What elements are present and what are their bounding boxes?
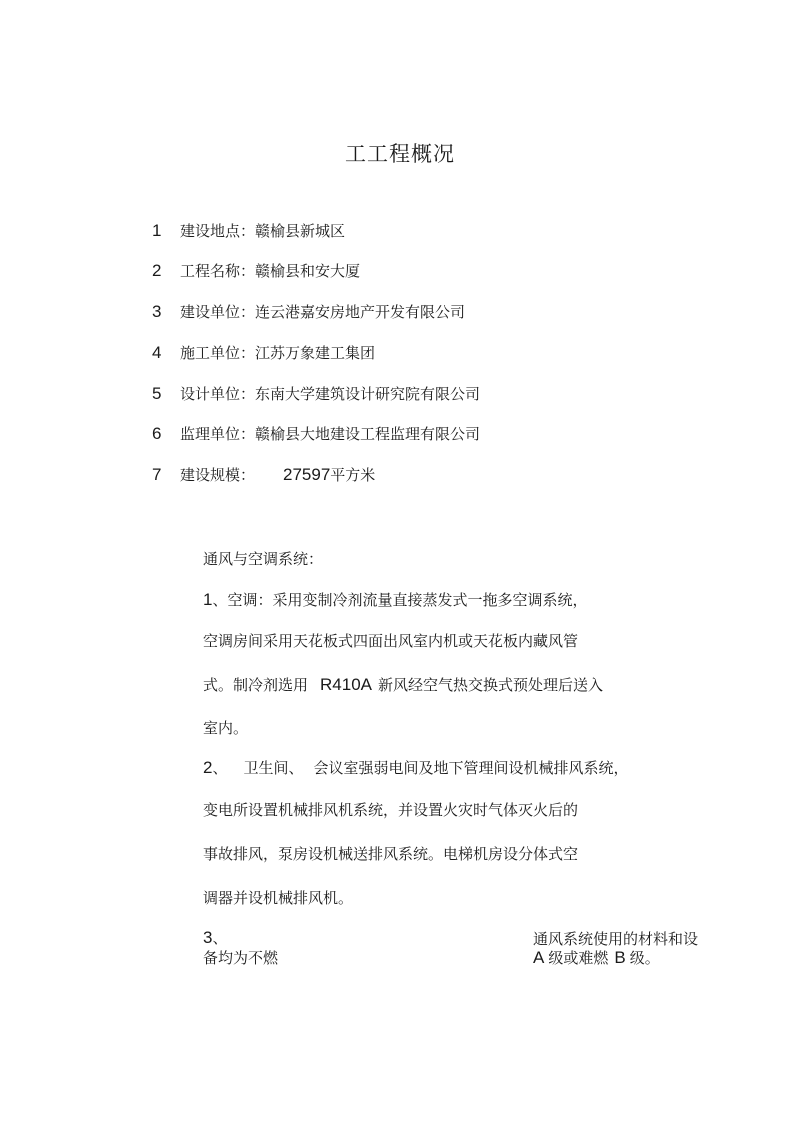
item-number: 4 [152, 343, 162, 362]
item-label: 设计单位：东南大学建筑设计研究院有限公司 [180, 385, 481, 403]
list-item [152, 219, 345, 243]
list-item [152, 341, 375, 365]
item-label: 施工单位：江苏万象建工集团 [180, 344, 376, 362]
paragraph-1-line-1: 1、空调：采用变制冷剂流量直接蒸发式一拖多空调系统， [203, 590, 588, 609]
paragraph-number: 2 [203, 758, 213, 777]
paragraph-2-line-2: 变电所设置机械排风机系统，并设置火灾时气体灭火后的 [203, 801, 579, 819]
list-item [152, 259, 360, 283]
item-label: 建设规模： [180, 466, 256, 484]
paragraph-1-line-3: 式。制冷剂选用 R410A 新风经空气热交换式预处理后送入 [203, 675, 604, 694]
paragraph-1-line-4: 室内。 [203, 719, 249, 737]
list-item [152, 422, 480, 446]
item-number: 1 [152, 221, 162, 240]
refrigerant-name: R410A [320, 675, 372, 694]
paragraph-1-line-2: 空调房间采用天花板式四面出风室内机或天花板内藏风管 [203, 632, 579, 650]
list-item [152, 463, 375, 487]
item-number: 7 [152, 465, 162, 484]
section-heading: 通风与空调系统： [203, 550, 324, 568]
scale-unit: 平方米 [330, 466, 376, 484]
item-label: 监理单位：赣榆县大地建设工程监理有限公司 [180, 425, 481, 443]
item-number: 5 [152, 384, 162, 403]
paragraph-2-line-1: 2、 卫生间、 会议室强弱电间及地下管理间设机械排风系统， [203, 758, 629, 777]
grade-a: A [533, 948, 545, 967]
paragraph-3-left-line: 备均为不燃 [203, 949, 279, 967]
page-title: 工工程概况 [345, 142, 455, 166]
paragraph-3-right-line-2: A 级或难燃 B 级。 [533, 948, 660, 967]
paragraph-2-line-3: 事故排风，泵房设机械送排风系统。电梯机房设分体式空 [203, 845, 579, 863]
list-item [152, 382, 480, 406]
paragraph-number: 1 [203, 590, 213, 609]
item-number: 2 [152, 261, 162, 280]
item-label: 建设单位：连云港嘉安房地产开发有限公司 [180, 303, 466, 321]
paragraph-3-right-line-1: 通风系统使用的材料和设 [533, 930, 699, 948]
item-number: 6 [152, 424, 162, 443]
item-label: 建设地点：赣榆县新城区 [180, 222, 346, 240]
item-number: 3 [152, 302, 162, 321]
scale-value: 27597 [283, 465, 331, 484]
paragraph-2-line-4: 调器并设机械排风机。 [203, 889, 354, 907]
grade-b: B [614, 948, 626, 967]
paragraph-3-number: 3、 [203, 928, 228, 947]
list-item [152, 300, 465, 324]
item-label: 工程名称：赣榆县和安大厦 [180, 262, 361, 280]
